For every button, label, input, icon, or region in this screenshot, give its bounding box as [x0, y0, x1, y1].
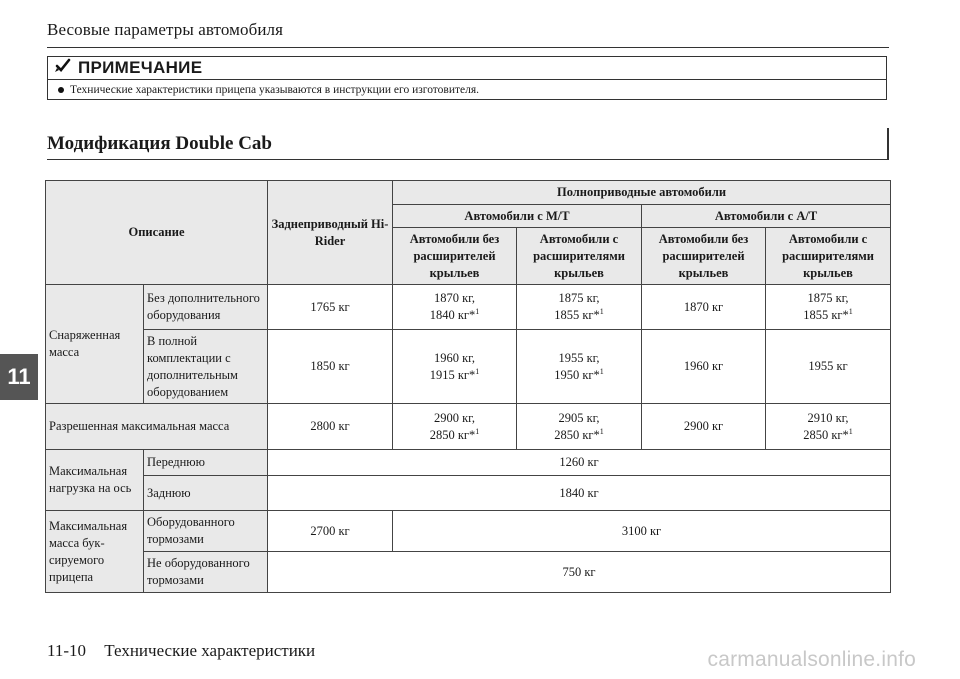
- table-row: [46, 285, 891, 330]
- page-footer: [47, 641, 315, 661]
- note-text: Технические характеристики прицепа указываются в инструкции его изготовителя.: [70, 83, 480, 96]
- note-item: [48, 80, 886, 99]
- unbraked-trailer-label: Не оборудованного тормозами: [144, 552, 268, 593]
- header-at-no-ext: Автомобили без расширителей крыльев: [642, 228, 766, 285]
- value-line: 2850 кг*: [429, 427, 476, 442]
- footnote-mark: 1: [599, 426, 604, 436]
- value-line: 2850 кг*: [803, 427, 849, 442]
- footnote-mark: 1: [475, 426, 480, 436]
- cell-value: [393, 285, 517, 330]
- value-line: 1855 кг*: [554, 308, 600, 322]
- front-axle-value: 1260 кг: [268, 450, 891, 476]
- value-line: 1840 кг*: [429, 308, 476, 322]
- value-line: 1915 кг*: [429, 367, 476, 382]
- curb-full-label: В полной комплектации с дополнительным оборудованием: [144, 330, 268, 404]
- value-line: 1870 кг,: [433, 291, 476, 305]
- note-box: [47, 56, 887, 100]
- cell-value: [766, 285, 891, 330]
- footnote-mark: 1: [475, 306, 480, 316]
- cell-value: [393, 404, 517, 450]
- cell-value: [517, 404, 642, 450]
- value-line: 2905 кг,: [558, 410, 600, 425]
- cell-value: 1870 кг: [642, 285, 766, 330]
- cell-value: 1955 кг: [766, 330, 891, 404]
- cell-value: 2800 кг: [268, 404, 393, 450]
- table-row: [46, 450, 891, 476]
- section-header: [47, 128, 889, 160]
- value-line: 1955 кг,: [558, 350, 600, 365]
- value-line: 1875 кг,: [807, 291, 849, 305]
- cell-value: [766, 404, 891, 450]
- cell-value: 1960 кг: [642, 330, 766, 404]
- header-at-ext: Автомобили с расширителями крыльев: [766, 228, 891, 285]
- top-divider: [47, 47, 889, 48]
- value-line: 1960 кг,: [433, 350, 476, 365]
- value-line: 1855 кг*: [803, 308, 849, 322]
- cell-value: 2900 кг: [642, 404, 766, 450]
- chapter-tab: 11: [0, 354, 38, 400]
- header-mt: Автомобили с M/T: [393, 205, 642, 228]
- braked-rwd-value: 2700 кг: [268, 511, 393, 552]
- braked-trailer-label: Оборудованного тормозами: [144, 511, 268, 552]
- rear-axle-value: 1840 кг: [268, 476, 891, 511]
- curb-mass-label: Снаряженная масса: [46, 285, 144, 404]
- footnote-mark: 1: [848, 426, 853, 436]
- curb-base-label: Без дополнительного оборудования: [144, 285, 268, 330]
- rear-axle-label: Заднюю: [144, 476, 268, 511]
- bullet-icon: [58, 87, 64, 93]
- page-number: 11-10: [47, 641, 87, 660]
- braked-awd-value: 3100 кг: [393, 511, 891, 552]
- cell-value: 1850 кг: [268, 330, 393, 404]
- footnote-mark: 1: [475, 366, 480, 376]
- weight-table: [45, 180, 891, 593]
- cell-value: [517, 285, 642, 330]
- chapter-title: Технические характеристики: [104, 641, 316, 660]
- gvw-label: Разрешенная максимальная масса: [46, 404, 268, 450]
- value-line: 2910 кг,: [807, 410, 849, 425]
- value-line: 1875 кг,: [558, 291, 600, 305]
- pencil-icon: [54, 58, 72, 79]
- table-row: [46, 404, 891, 450]
- table-row: [46, 330, 891, 404]
- watermark: carmanualsonline.info: [707, 648, 916, 671]
- table-row: [46, 476, 891, 511]
- table-row: [46, 511, 891, 552]
- table-row: [46, 552, 891, 593]
- note-title: ПРИМЕЧАНИЕ: [78, 58, 203, 77]
- header-description: Описание: [46, 181, 268, 285]
- unbraked-value: 750 кг: [268, 552, 891, 593]
- footnote-mark: 1: [599, 366, 604, 376]
- axle-load-label: Максимальная нагрузка на ось: [46, 450, 144, 511]
- value-line: 2900 кг,: [433, 410, 476, 425]
- running-title: Весовые параметры автомобиля: [47, 20, 284, 39]
- header-at: Автомобили с A/T: [642, 205, 891, 228]
- section-title: Модификация Double Cab: [47, 133, 272, 154]
- cell-value: [393, 330, 517, 404]
- header-awd: Полноприводные автомобили: [393, 181, 891, 205]
- header-mt-no-ext: Автомобили без расширителей крыльев: [393, 228, 517, 285]
- cell-value: [517, 330, 642, 404]
- footnote-mark: 1: [599, 306, 604, 316]
- cell-value: 1765 кг: [268, 285, 393, 330]
- value-line: 2850 кг*: [554, 427, 600, 442]
- trailer-mass-label: Максимальная масса буксируемого прицепа: [46, 511, 144, 593]
- note-header: [48, 57, 886, 80]
- header-rwd: Заднеприводный Hi-Rider: [268, 181, 393, 285]
- header-mt-ext: Автомобили с расширителями крыльев: [517, 228, 642, 285]
- value-line: 1950 кг*: [554, 367, 600, 382]
- front-axle-label: Переднюю: [144, 450, 268, 476]
- footnote-mark: 1: [848, 306, 853, 316]
